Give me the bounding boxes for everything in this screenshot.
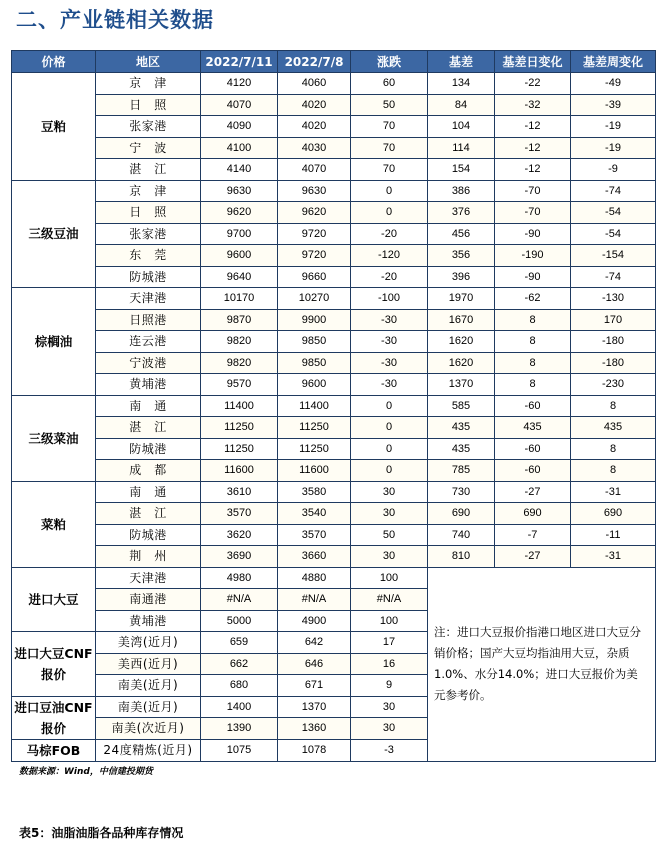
region-cell: 张家港 <box>96 223 201 245</box>
change-cell: 9 <box>351 675 428 697</box>
change-cell: 50 <box>351 524 428 546</box>
basis-week-change-cell: -31 <box>571 546 656 568</box>
table-row <box>12 331 656 353</box>
price-previous-cell: 4880 <box>278 567 351 589</box>
note-cell: 注：进口大豆报价指港口地区进口大豆分销价格；国产大豆均指油用大豆，杂质1.0%、水分14.0%；进口大豆报价为美元参考价。 <box>428 567 656 761</box>
header-date-2: 2022/7/8 <box>278 51 351 73</box>
category-cell: 进口豆油CNF报价 <box>12 696 96 739</box>
region-cell: 荆 州 <box>96 546 201 568</box>
change-cell: 0 <box>351 417 428 439</box>
price-previous-cell: 9850 <box>278 331 351 353</box>
basis-cell: 810 <box>428 546 495 568</box>
table-row <box>12 438 656 460</box>
change-cell: 70 <box>351 116 428 138</box>
region-cell: 天津港 <box>96 288 201 310</box>
header-change: 涨跌 <box>351 51 428 73</box>
region-cell: 东 莞 <box>96 245 201 267</box>
basis-week-change-cell: -180 <box>571 352 656 374</box>
price-previous-cell: 9620 <box>278 202 351 224</box>
price-current-cell: 1390 <box>201 718 278 740</box>
basis-week-change-cell: 170 <box>571 309 656 331</box>
price-previous-cell: 11600 <box>278 460 351 482</box>
price-previous-cell: 1370 <box>278 696 351 718</box>
region-cell: 南美(近月) <box>96 696 201 718</box>
table-row <box>12 223 656 245</box>
basis-day-change-cell: -60 <box>495 460 571 482</box>
table-row <box>12 460 656 482</box>
table-row <box>12 503 656 525</box>
region-cell: 张家港 <box>96 116 201 138</box>
region-cell: 黄埔港 <box>96 374 201 396</box>
change-cell: 0 <box>351 438 428 460</box>
price-previous-cell: 10270 <box>278 288 351 310</box>
category-cell: 三级豆油 <box>12 180 96 288</box>
header-price: 价格 <box>12 51 96 73</box>
category-cell: 菜粕 <box>12 481 96 567</box>
table-row <box>12 288 656 310</box>
basis-day-change-cell: -7 <box>495 524 571 546</box>
price-previous-cell: 11250 <box>278 417 351 439</box>
basis-week-change-cell: -54 <box>571 202 656 224</box>
basis-day-change-cell: -60 <box>495 438 571 460</box>
price-current-cell: 3690 <box>201 546 278 568</box>
price-current-cell: 1400 <box>201 696 278 718</box>
basis-cell: 396 <box>428 266 495 288</box>
price-current-cell: 4980 <box>201 567 278 589</box>
basis-cell: 740 <box>428 524 495 546</box>
basis-week-change-cell: -230 <box>571 374 656 396</box>
price-current-cell: 11250 <box>201 417 278 439</box>
basis-day-change-cell: -90 <box>495 266 571 288</box>
basis-cell: 356 <box>428 245 495 267</box>
price-current-cell: 9820 <box>201 331 278 353</box>
change-cell: -30 <box>351 374 428 396</box>
region-cell: 南通港 <box>96 589 201 611</box>
header-basis-day-change: 基差日变化 <box>495 51 571 73</box>
basis-week-change-cell: -154 <box>571 245 656 267</box>
basis-week-change-cell: -31 <box>571 481 656 503</box>
basis-week-change-cell: -11 <box>571 524 656 546</box>
basis-cell: 456 <box>428 223 495 245</box>
basis-cell: 376 <box>428 202 495 224</box>
basis-week-change-cell: -19 <box>571 116 656 138</box>
basis-week-change-cell: -180 <box>571 331 656 353</box>
table-row <box>12 395 656 417</box>
table-row <box>12 73 656 95</box>
table-row <box>12 159 656 181</box>
basis-cell: 1670 <box>428 309 495 331</box>
change-cell: 0 <box>351 395 428 417</box>
price-previous-cell: 9720 <box>278 223 351 245</box>
basis-day-change-cell: 8 <box>495 374 571 396</box>
price-current-cell: 3620 <box>201 524 278 546</box>
region-cell: 日照港 <box>96 309 201 331</box>
region-cell: 美西(近月) <box>96 653 201 675</box>
header-region: 地区 <box>96 51 201 73</box>
region-cell: 防城港 <box>96 524 201 546</box>
basis-day-change-cell: 690 <box>495 503 571 525</box>
category-cell: 进口大豆 <box>12 567 96 632</box>
basis-day-change-cell: -70 <box>495 180 571 202</box>
price-current-cell: 9870 <box>201 309 278 331</box>
category-cell: 进口大豆CNF报价 <box>12 632 96 697</box>
change-cell: 16 <box>351 653 428 675</box>
basis-cell: 585 <box>428 395 495 417</box>
table-header-row <box>12 51 656 73</box>
table-row <box>12 116 656 138</box>
region-cell: 湛 江 <box>96 417 201 439</box>
price-previous-cell: 4900 <box>278 610 351 632</box>
basis-week-change-cell: 435 <box>571 417 656 439</box>
basis-week-change-cell: 690 <box>571 503 656 525</box>
change-cell: -20 <box>351 266 428 288</box>
price-current-cell: 5000 <box>201 610 278 632</box>
basis-week-change-cell: -39 <box>571 94 656 116</box>
table-row <box>12 309 656 331</box>
table-row <box>12 202 656 224</box>
basis-cell: 84 <box>428 94 495 116</box>
basis-day-change-cell: 8 <box>495 331 571 353</box>
change-cell: -30 <box>351 352 428 374</box>
region-cell: 美湾(近月) <box>96 632 201 654</box>
basis-day-change-cell: 435 <box>495 417 571 439</box>
price-current-cell: 4090 <box>201 116 278 138</box>
basis-cell: 104 <box>428 116 495 138</box>
price-current-cell: #N/A <box>201 589 278 611</box>
price-previous-cell: 9900 <box>278 309 351 331</box>
basis-week-change-cell: -49 <box>571 73 656 95</box>
basis-day-change-cell: -70 <box>495 202 571 224</box>
region-cell: 日 照 <box>96 94 201 116</box>
price-previous-cell: 3540 <box>278 503 351 525</box>
basis-week-change-cell: -74 <box>571 180 656 202</box>
table-row <box>12 266 656 288</box>
price-current-cell: 4070 <box>201 94 278 116</box>
basis-day-change-cell: -27 <box>495 481 571 503</box>
header-basis: 基差 <box>428 51 495 73</box>
price-current-cell: 659 <box>201 632 278 654</box>
basis-week-change-cell: -74 <box>571 266 656 288</box>
price-previous-cell: 11250 <box>278 438 351 460</box>
basis-cell: 690 <box>428 503 495 525</box>
price-previous-cell: 9850 <box>278 352 351 374</box>
price-previous-cell: 9720 <box>278 245 351 267</box>
price-current-cell: 662 <box>201 653 278 675</box>
basis-cell: 134 <box>428 73 495 95</box>
table-row <box>12 567 656 589</box>
change-cell: -20 <box>351 223 428 245</box>
basis-week-change-cell: -130 <box>571 288 656 310</box>
price-current-cell: 4120 <box>201 73 278 95</box>
change-cell: -100 <box>351 288 428 310</box>
basis-week-change-cell: -9 <box>571 159 656 181</box>
data-source: 数据来源：Wind，中信建投期货 <box>19 767 153 777</box>
region-cell: 连云港 <box>96 331 201 353</box>
basis-week-change-cell: 8 <box>571 395 656 417</box>
price-previous-cell: 4020 <box>278 116 351 138</box>
change-cell: 100 <box>351 567 428 589</box>
price-previous-cell: #N/A <box>278 589 351 611</box>
next-table-caption: 表5：油脂油脂各品种库存情况 <box>19 826 184 840</box>
price-previous-cell: 4030 <box>278 137 351 159</box>
basis-week-change-cell: 8 <box>571 460 656 482</box>
change-cell: -3 <box>351 739 428 761</box>
basis-week-change-cell: -19 <box>571 137 656 159</box>
change-cell: 50 <box>351 94 428 116</box>
change-cell: 0 <box>351 460 428 482</box>
price-previous-cell: 11400 <box>278 395 351 417</box>
basis-cell: 435 <box>428 417 495 439</box>
change-cell: 30 <box>351 546 428 568</box>
header-basis-week-change: 基差周变化 <box>571 51 656 73</box>
price-previous-cell: 9630 <box>278 180 351 202</box>
category-cell: 棕榈油 <box>12 288 96 396</box>
basis-cell: 785 <box>428 460 495 482</box>
basis-day-change-cell: -190 <box>495 245 571 267</box>
basis-cell: 1620 <box>428 331 495 353</box>
region-cell: 南 通 <box>96 481 201 503</box>
price-previous-cell: 1078 <box>278 739 351 761</box>
change-cell: 100 <box>351 610 428 632</box>
region-cell: 湛 江 <box>96 159 201 181</box>
table-row <box>12 481 656 503</box>
price-current-cell: 9820 <box>201 352 278 374</box>
region-cell: 湛 江 <box>96 503 201 525</box>
category-cell: 马棕FOB <box>12 739 96 761</box>
basis-cell: 435 <box>428 438 495 460</box>
change-cell: #N/A <box>351 589 428 611</box>
price-previous-cell: 642 <box>278 632 351 654</box>
category-cell: 三级菜油 <box>12 395 96 481</box>
price-previous-cell: 1360 <box>278 718 351 740</box>
section-title: 二、产业链相关数据 <box>16 8 214 32</box>
change-cell: 60 <box>351 73 428 95</box>
change-cell: 30 <box>351 481 428 503</box>
basis-cell: 114 <box>428 137 495 159</box>
price-current-cell: 11250 <box>201 438 278 460</box>
table-row <box>12 352 656 374</box>
change-cell: -30 <box>351 331 428 353</box>
table-row <box>12 417 656 439</box>
basis-day-change-cell: -12 <box>495 137 571 159</box>
price-current-cell: 9640 <box>201 266 278 288</box>
table-row <box>12 180 656 202</box>
price-current-cell: 680 <box>201 675 278 697</box>
region-cell: 宁波港 <box>96 352 201 374</box>
basis-day-change-cell: -62 <box>495 288 571 310</box>
basis-day-change-cell: -90 <box>495 223 571 245</box>
basis-cell: 1970 <box>428 288 495 310</box>
price-current-cell: 1075 <box>201 739 278 761</box>
basis-day-change-cell: -12 <box>495 116 571 138</box>
region-cell: 24度精炼(近月) <box>96 739 201 761</box>
price-current-cell: 3570 <box>201 503 278 525</box>
price-current-cell: 9620 <box>201 202 278 224</box>
change-cell: 17 <box>351 632 428 654</box>
basis-cell: 154 <box>428 159 495 181</box>
change-cell: 30 <box>351 696 428 718</box>
price-data-table <box>11 50 656 762</box>
table-row <box>12 546 656 568</box>
price-previous-cell: 3660 <box>278 546 351 568</box>
basis-day-change-cell: -22 <box>495 73 571 95</box>
category-cell: 豆粕 <box>12 73 96 181</box>
basis-day-change-cell: -32 <box>495 94 571 116</box>
price-current-cell: 11400 <box>201 395 278 417</box>
table-row <box>12 374 656 396</box>
price-current-cell: 11600 <box>201 460 278 482</box>
change-cell: 70 <box>351 159 428 181</box>
price-previous-cell: 646 <box>278 653 351 675</box>
basis-day-change-cell: -27 <box>495 546 571 568</box>
region-cell: 南 通 <box>96 395 201 417</box>
change-cell: 70 <box>351 137 428 159</box>
basis-week-change-cell: -54 <box>571 223 656 245</box>
basis-week-change-cell: 8 <box>571 438 656 460</box>
table-row <box>12 137 656 159</box>
price-current-cell: 9570 <box>201 374 278 396</box>
region-cell: 成 都 <box>96 460 201 482</box>
region-cell: 黄埔港 <box>96 610 201 632</box>
price-previous-cell: 9600 <box>278 374 351 396</box>
price-current-cell: 9630 <box>201 180 278 202</box>
price-current-cell: 10170 <box>201 288 278 310</box>
price-previous-cell: 4060 <box>278 73 351 95</box>
price-current-cell: 4100 <box>201 137 278 159</box>
change-cell: 30 <box>351 718 428 740</box>
table-row <box>12 245 656 267</box>
basis-cell: 730 <box>428 481 495 503</box>
header-date-1: 2022/7/11 <box>201 51 278 73</box>
basis-day-change-cell: 8 <box>495 309 571 331</box>
price-current-cell: 3610 <box>201 481 278 503</box>
basis-day-change-cell: 8 <box>495 352 571 374</box>
region-cell: 京 津 <box>96 73 201 95</box>
change-cell: 0 <box>351 202 428 224</box>
price-current-cell: 4140 <box>201 159 278 181</box>
price-previous-cell: 9660 <box>278 266 351 288</box>
basis-cell: 386 <box>428 180 495 202</box>
table-row <box>12 524 656 546</box>
basis-day-change-cell: -12 <box>495 159 571 181</box>
price-previous-cell: 4020 <box>278 94 351 116</box>
region-cell: 南美(近月) <box>96 675 201 697</box>
basis-cell: 1620 <box>428 352 495 374</box>
price-previous-cell: 3580 <box>278 481 351 503</box>
price-current-cell: 9600 <box>201 245 278 267</box>
price-previous-cell: 671 <box>278 675 351 697</box>
region-cell: 天津港 <box>96 567 201 589</box>
region-cell: 京 津 <box>96 180 201 202</box>
change-cell: 30 <box>351 503 428 525</box>
price-previous-cell: 3570 <box>278 524 351 546</box>
price-current-cell: 9700 <box>201 223 278 245</box>
basis-day-change-cell: -60 <box>495 395 571 417</box>
change-cell: -120 <box>351 245 428 267</box>
region-cell: 宁 波 <box>96 137 201 159</box>
price-previous-cell: 4070 <box>278 159 351 181</box>
change-cell: 0 <box>351 180 428 202</box>
table-row <box>12 94 656 116</box>
region-cell: 防城港 <box>96 266 201 288</box>
region-cell: 日 照 <box>96 202 201 224</box>
region-cell: 南美(次近月) <box>96 718 201 740</box>
region-cell: 防城港 <box>96 438 201 460</box>
change-cell: -30 <box>351 309 428 331</box>
basis-cell: 1370 <box>428 374 495 396</box>
